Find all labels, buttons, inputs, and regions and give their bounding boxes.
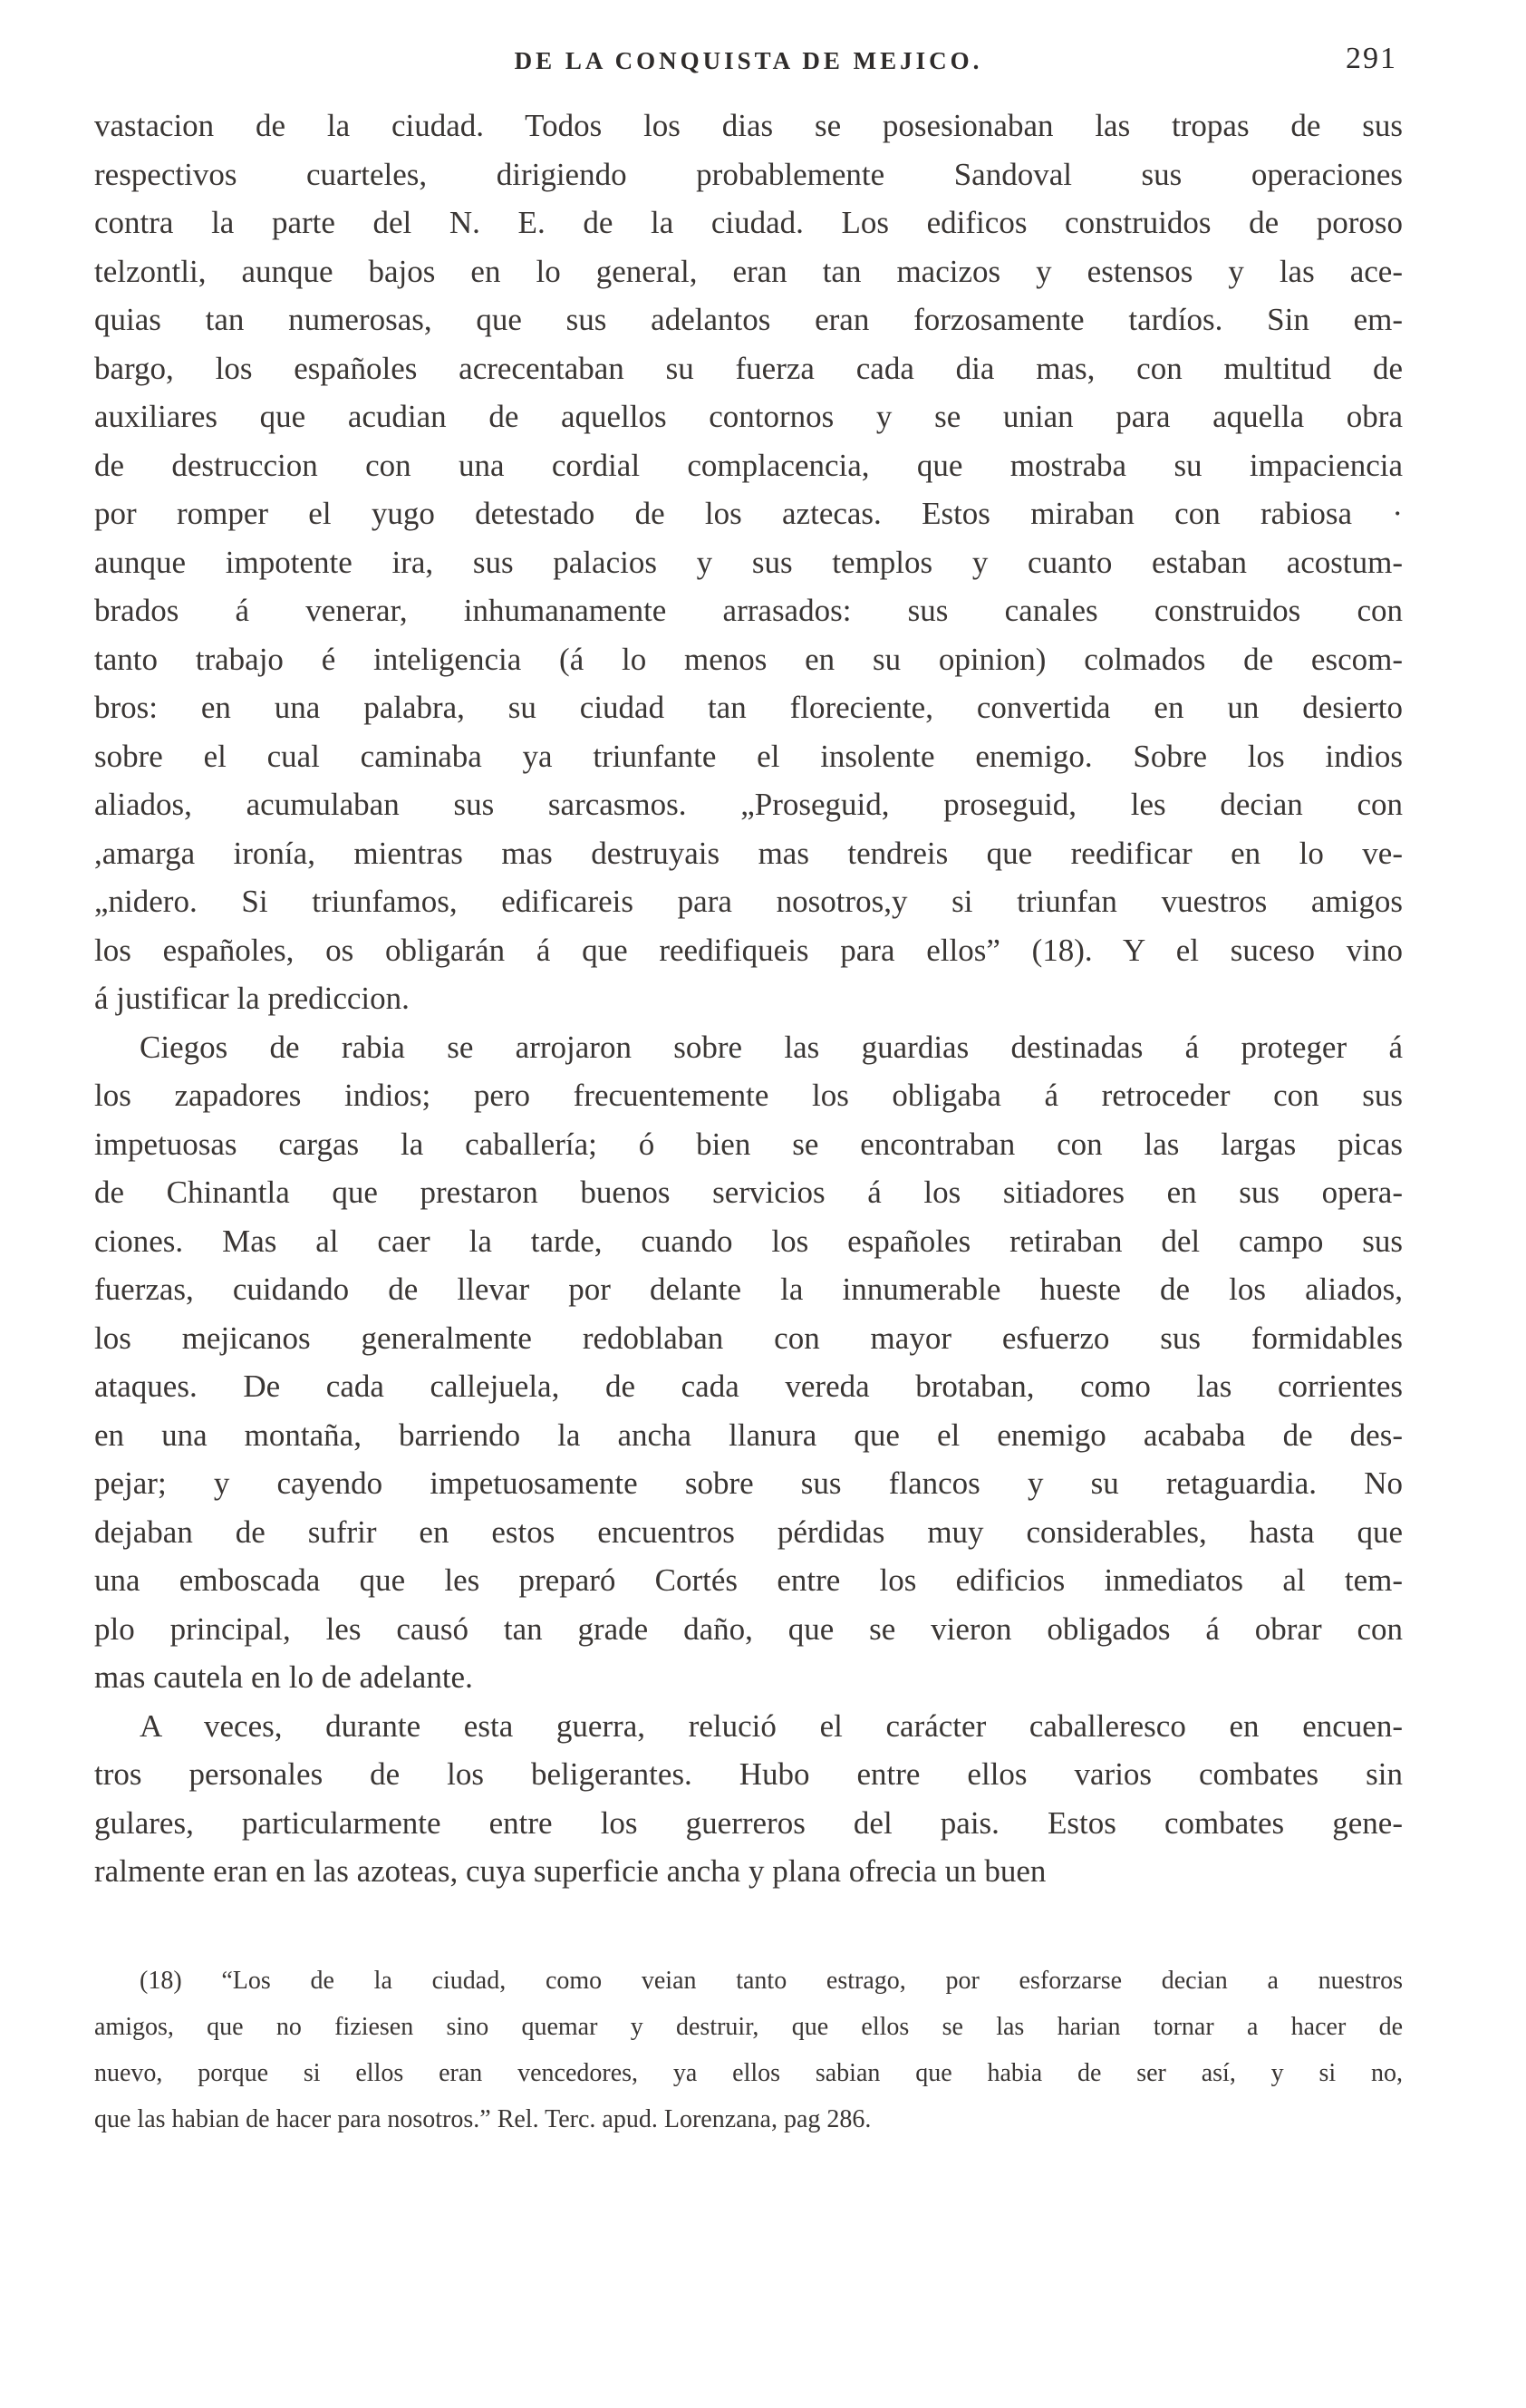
text-line: á justificar la prediccion. [94, 981, 410, 1016]
text-line: brados á venerar, inhumanamente arrasados: sus canales construidos con [94, 593, 1403, 628]
footnote-18 [94, 1958, 1403, 2142]
text-line: una emboscada que les preparó Cortés entre los edificios inmediatos al tem- [94, 1562, 1403, 1598]
text-line: Ciegos de rabia se arrojaron sobre las guardias destinadas á proteger á [140, 1029, 1403, 1065]
text-line: de destruccion con una cordial complacencia, que mostraba su impaciencia [94, 447, 1403, 483]
text-line: sobre el cual caminaba ya triunfante el insolente enemigo. Sobre los indios [94, 738, 1403, 774]
running-title: DE LA CONQUISTA DE MEJICO. [514, 47, 983, 74]
footnote-line: que las habian de hacer para nosotros.” Rel. Terc. apud. Lorenzana, pag 286. [94, 2105, 872, 2133]
text-line: aliados, acumulaban sus sarcasmos. „Proseguid, proseguid, les decian con [94, 787, 1403, 822]
text-line: impetuosas cargas la caballería; ó bien se encontraban con las largas picas [94, 1126, 1403, 1162]
text-line: pejar; y cayendo impetuosamente sobre sus flancos y su retaguardia. No [94, 1465, 1403, 1501]
text-line: ciones. Mas al caer la tarde, cuando los españoles retiraban del campo sus [94, 1223, 1403, 1259]
footnote-line: (18) “Los de la ciudad, como veian tanto estrago, por esforzarse decian a nuestros [140, 1967, 1403, 1995]
text-line: bargo, los españoles acrecentaban su fuerza cada dia mas, con multitud de [94, 350, 1403, 386]
footnote-line: amigos, que no fiziesen sino quemar y destruir, que ellos se las harian tornar a hacer de [94, 2013, 1403, 2041]
paragraph [94, 1702, 1403, 1896]
text-line: telzontli, aunque bajos en lo general, eran tan macizos y estensos y las ace- [94, 253, 1403, 289]
text-line: „nidero. Si triunfamos, edificareis para nosotros,y si triunfan vuestros amigos [94, 884, 1403, 919]
text-line: ataques. De cada callejuela, de cada vereda brotaban, como las corrientes [94, 1368, 1403, 1404]
text-line: tros personales de los beligerantes. Hubo entre ellos varios combates sin [94, 1756, 1403, 1792]
text-line: plo principal, les causó tan grade daño, que se vieron obligados á obrar con [94, 1610, 1403, 1647]
footnotes [94, 1958, 1403, 2142]
text-line: los zapadores indios; pero frecuentemente los obligaba á retroceder con sus [94, 1078, 1403, 1113]
paragraph [94, 102, 1403, 1023]
paragraph [94, 1023, 1403, 1702]
text-line: ,amarga ironía, mientras mas destruyais mas tendreis que reedificar en lo ve- [94, 835, 1403, 871]
text-line: gulares, particularmente entre los guerreros del pais. Estos combates gene- [94, 1804, 1403, 1841]
text-line: aunque impotente ira, sus palacios y sus templos y cuanto estaban acostum- [94, 544, 1403, 580]
text-line: los mejicanos generalmente redoblaban con mayor esfuerzo sus formidables [94, 1320, 1403, 1356]
text-line: mas cautela en lo de adelante. [94, 1659, 473, 1695]
text-line: auxiliares que acudian de aquellos contornos y se unian para aquella obra [94, 399, 1403, 434]
footnote-line: nuevo, porque si ellos eran vencedores, ya ellos sabian que habia de ser así, y si no, [94, 2059, 1403, 2087]
text-line: respectivos cuarteles, dirigiendo probablemente Sandoval sus operaciones [94, 156, 1403, 192]
text-line: en una montaña, barriendo la ancha llanura que el enemigo acababa de des- [94, 1417, 1403, 1453]
text-line: tanto trabajo é inteligencia (á lo menos en su opinion) colmados de escom- [94, 641, 1403, 677]
text-line: por romper el yugo detestado de los aztecas. Estos miraban con rabiosa · [94, 496, 1403, 531]
text-line: contra la parte del N. E. de la ciudad. Los edificos construidos de poroso [94, 205, 1403, 240]
text-line: bros: en una palabra, su ciudad tan floreciente, convertida en un desierto [94, 690, 1403, 725]
paragraphs [94, 102, 1403, 1896]
text-line: vastacion de la ciudad. Todos los dias se posesionaban las tropas de sus [94, 108, 1403, 143]
page-number: 291 [1346, 42, 1397, 75]
body-text [94, 102, 1403, 1896]
text-line: dejaban de sufrir en estos encuentros pérdidas muy considerables, hasta que [94, 1513, 1403, 1550]
text-line: de Chinantla que prestaron buenos servicios á los sitiadores en sus opera- [94, 1175, 1403, 1210]
text-line: A veces, durante esta guerra, relució el carácter caballeresco en encuen- [140, 1707, 1403, 1744]
running-header [94, 42, 1403, 83]
text-line: los españoles, os obligarán á que reedifiqueis para ellos” (18). Y el suceso vino [94, 932, 1403, 968]
text-line: ralmente eran en las azoteas, cuya superficie ancha y plana ofrecia un buen [94, 1853, 1047, 1889]
text-line: fuerzas, cuidando de llevar por delante la innumerable hueste de los aliados, [94, 1272, 1403, 1307]
text-line: quias tan numerosas, que sus adelantos eran forzosamente tardíos. Sin em- [94, 302, 1403, 337]
